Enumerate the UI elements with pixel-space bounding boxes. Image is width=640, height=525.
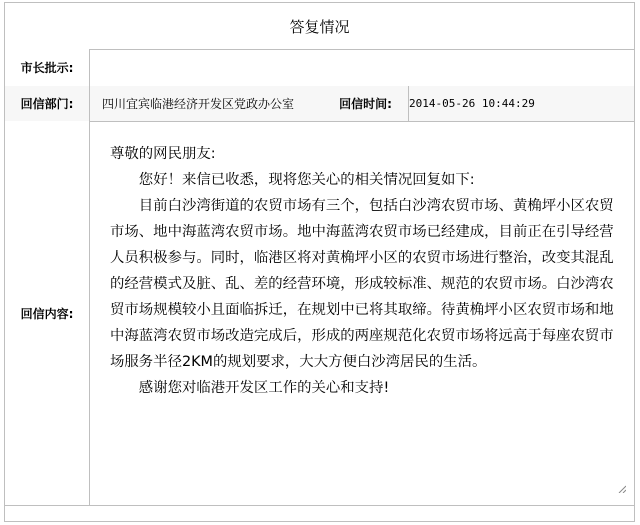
resize-handle-icon[interactable] <box>618 485 626 493</box>
reply-content-area[interactable] <box>90 121 634 505</box>
letter-paragraph: 您好！来信已收悉，现将您关心的相关情况回复如下: <box>138 172 475 188</box>
reply-content-row <box>5 121 634 506</box>
reply-letter <box>110 141 620 401</box>
table-footer-row <box>5 505 634 525</box>
table-title: 答复情况 <box>5 3 634 50</box>
mayor-instruction-value <box>90 49 102 86</box>
reply-table <box>4 2 635 522</box>
reply-content-label: 回信内容: <box>5 121 90 505</box>
reply-department-value: 四川宜宾临港经济开发区党政办公室 <box>90 86 335 121</box>
mayor-instruction-row <box>5 49 634 87</box>
mayor-instruction-label: 市长批示: <box>5 49 90 86</box>
reply-time-value: 2014-05-26 10:44:29 <box>409 97 535 110</box>
letter-greeting: 尊敬的网民朋友: <box>110 146 216 162</box>
reply-info-row <box>5 86 634 122</box>
reply-department-label: 回信部门: <box>5 86 90 121</box>
letter-paragraph: 目前白沙湾街道的农贸市场有三个，包括白沙湾农贸市场、黄桷坪小区农贸市场、地中海蓝湾农贸市场。地中海蓝湾农贸市场已经建成，目前正在引导经营人员积极参与。同时，临港区将对黄桷坪小区的农贸市场进行整治，改变其混乱的经营模式及脏、乱、差的经营环境，形成较标准、规范的农贸市场。白沙湾农贸市场规模较小且面临拆迁，在规划中已将其取缔。待黄桷坪小区农贸市场和地中海蓝湾农贸市场改造完成后，形成的两座规范化农贸市场将远高于每座农贸市场服务半径2KM的规划要求，大大方便白沙湾居民的生活。 <box>110 198 614 370</box>
letter-paragraph: 感谢您对临港开发区工作的关心和支持! <box>138 380 390 396</box>
reply-time-label: 回信时间: <box>323 86 409 121</box>
